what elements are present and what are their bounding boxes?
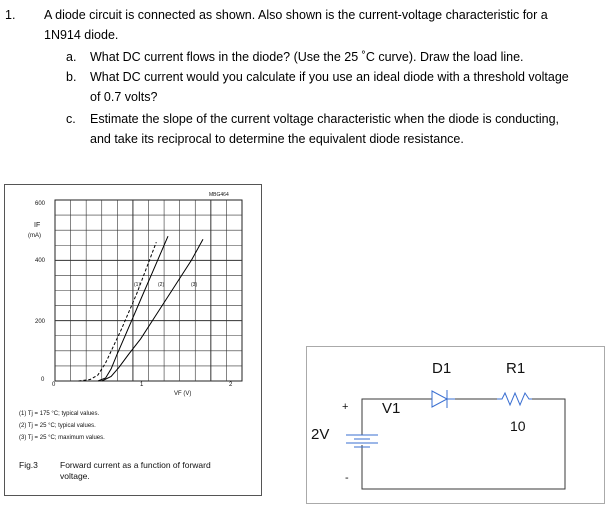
x-tick-2: 2	[229, 382, 233, 388]
part-c-text-line1: Estimate the slope of the current voltage characteristic when the diode is conducting,	[90, 112, 560, 126]
chart-curves	[78, 236, 203, 381]
curve-label-1: (1)	[134, 282, 141, 288]
legend-item-2: (2) Tj = 25 °C; typical values.	[19, 423, 96, 429]
chart-grid	[55, 200, 242, 381]
question-number: 1.	[5, 8, 16, 22]
question-intro-line1: A diode circuit is connected as shown. Also shown is the current-voltage characteristic for a	[44, 8, 548, 22]
source-value: 2V	[311, 426, 330, 443]
iv-characteristic-figure	[4, 184, 262, 496]
x-tick-1: 1	[140, 382, 144, 388]
y-axis-label: IF	[34, 222, 41, 229]
diode-name: D1	[432, 360, 452, 377]
part-a-text: What DC current flows in the diode? (Use the 25 ˚C curve). Draw the load line.	[90, 50, 524, 64]
part-c-marker: c.	[66, 112, 76, 126]
question-intro-line2: 1N914 diode.	[44, 28, 119, 42]
x-tick-0: 0	[52, 382, 56, 388]
curve-label-3: (3)	[191, 282, 198, 288]
figure-caption-label: Fig.3	[19, 460, 38, 470]
part-b-marker: b.	[66, 70, 77, 84]
y-axis-unit: (mA)	[28, 233, 41, 239]
figure-caption-line2: voltage.	[60, 471, 90, 481]
iv-chart-svg	[5, 185, 263, 497]
battery-minus-sign: -	[345, 472, 349, 484]
y-tick-0: 0	[41, 377, 45, 383]
y-tick-600: 600	[35, 201, 46, 207]
curve-label-2: (2)	[158, 282, 165, 288]
diode-symbol	[432, 390, 455, 408]
x-axis-label: VF (V)	[174, 391, 192, 397]
resistor-value: 10	[510, 418, 526, 434]
part-b-text-line1: What DC current would you calculate if you use an ideal diode with a threshold voltage	[90, 70, 569, 84]
y-tick-400: 400	[35, 258, 46, 264]
circuit-schematic	[306, 346, 605, 504]
resistor-symbol	[497, 393, 532, 405]
part-b-text-line2: of 0.7 volts?	[90, 90, 158, 104]
legend-item-3: (3) Tj = 25 °C; maximum values.	[19, 435, 105, 441]
circuit-svg	[307, 347, 606, 505]
y-tick-200: 200	[35, 319, 46, 325]
resistor-name: R1	[506, 360, 526, 377]
figure-corner-tag: MBG464	[209, 192, 229, 198]
battery-plus-sign: +	[342, 401, 349, 413]
source-name: V1	[382, 400, 401, 417]
legend-item-1: (1) Tj = 175 °C; typical values.	[19, 411, 100, 417]
part-c-text-line2: and take its reciprocal to determine the equivalent diode resistance.	[90, 132, 464, 146]
part-a-marker: a.	[66, 50, 77, 64]
figure-caption-line1: Forward current as a function of forward	[60, 460, 211, 470]
